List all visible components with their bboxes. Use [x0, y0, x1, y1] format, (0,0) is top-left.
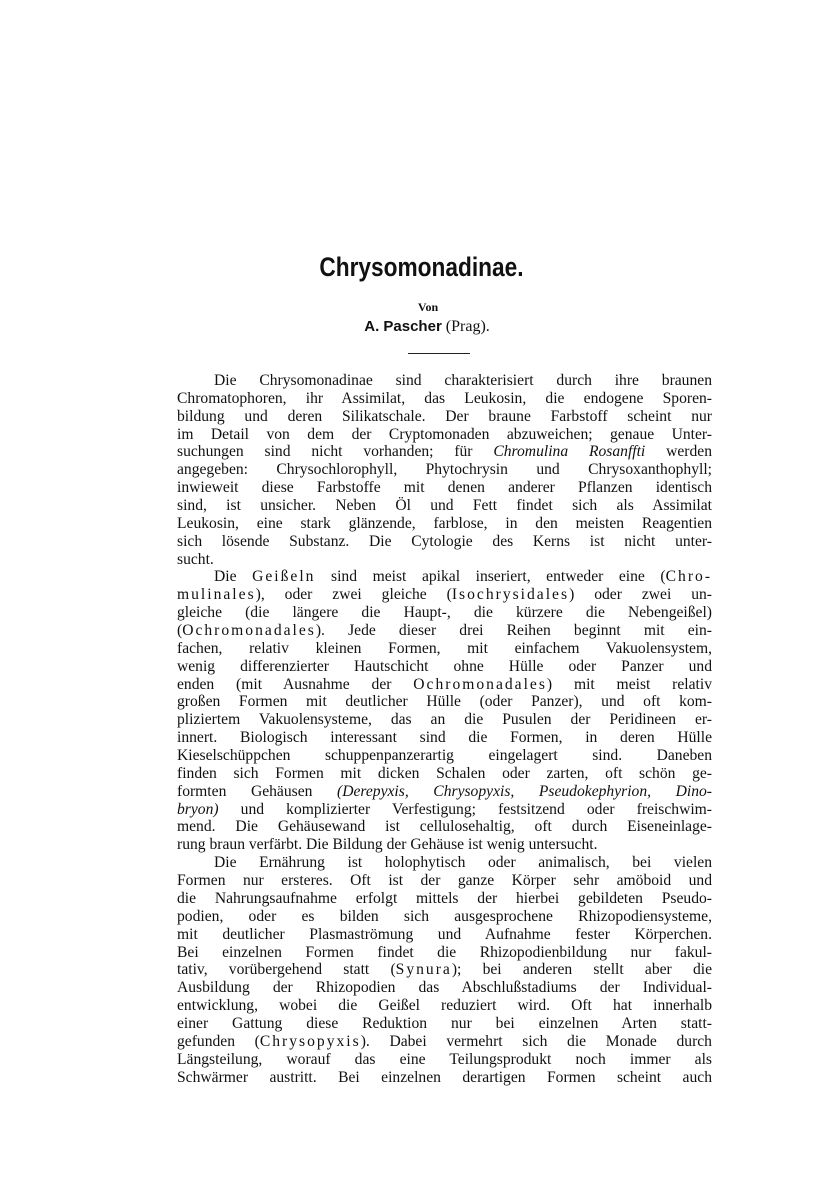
text-line [177, 479, 712, 497]
body-text [177, 372, 712, 1086]
text-run: formten Gehäusen [177, 782, 337, 800]
text-run: ) mit meist relativ [546, 675, 712, 693]
text-run: die Nahrungsaufnahme erfolgt mittels der hierbei gebildeten Pseudo- [177, 889, 712, 907]
text-run: ( [177, 622, 183, 640]
text-line [177, 372, 712, 390]
text-run: pliziertem Vakuolensysteme, das an die Pusulen der Peridineen er- [177, 711, 712, 729]
text-run: innert. Biologisch interessant sind die Formen, in deren Hülle [177, 729, 712, 747]
text-run: Die [214, 568, 253, 586]
text-run: ) oder zwei un- [569, 586, 712, 604]
text-line [177, 604, 712, 622]
text-run: sich lösende Substanz. Die Cytologie des Kerns ist nicht unter- [177, 532, 712, 550]
text-line [177, 443, 712, 461]
text-line [177, 622, 712, 640]
text-run: Längsteilung, worauf das eine Teilungsprodukt noch immer als [177, 1050, 712, 1068]
text-run: einer Gattung diese Reduktion nur bei einzelnen Arten statt- [177, 1014, 712, 1032]
text-run: Schwärmer austritt. Bei einzelnen derartigen Formen scheint auch [177, 1068, 712, 1086]
text-run: großen Formen mit deutlicher Hülle (oder Panzer), und oft kom- [177, 693, 712, 711]
italic-text: Chromulina Rosanffti [493, 443, 646, 461]
text-line [177, 854, 712, 872]
text-run: sind, ist unsicher. Neben Öl und Fett findet sich als Assimilat [177, 497, 712, 515]
text-run: Formen nur ersteres. Oft ist der ganze Körper sehr amöboid und [177, 872, 712, 890]
text-line [177, 693, 712, 711]
text-run: fachen, relativ kleinen Formen, mit einfachem Vakuolensystem, [177, 639, 712, 657]
text-line [177, 426, 712, 444]
text-run: sucht. [177, 550, 214, 568]
text-line [177, 408, 712, 426]
text-run: werden [645, 443, 712, 461]
text-line [177, 676, 712, 694]
text-line [177, 979, 712, 997]
text-line [177, 961, 712, 979]
text-run: enden (mit Ausnahme der [177, 675, 414, 693]
text-run: entwicklung, wobei die Geißel reduziert wird. Oft hat innerhalb [177, 997, 712, 1015]
text-run: rung braun verfärbt. Die Bildung der Gehäuse ist wenig untersucht. [177, 836, 598, 854]
text-line [177, 515, 712, 533]
text-line [177, 783, 712, 801]
text-run: gefunden ( [177, 1032, 260, 1050]
text-run: mit deutlicher Plasmaströmung und Aufnahme fester Körperchen. [177, 925, 712, 943]
text-run: im Detail von dem der Cryptomonaden abzuweichen; genaue Unter- [177, 425, 712, 443]
page-title: Chrysomonadinae. [319, 252, 524, 282]
text-line [177, 390, 712, 408]
text-line [177, 836, 712, 854]
text-run: Ausbildung der Rhizopodien das Abschlußstadiums der Individual- [177, 979, 712, 997]
text-line [177, 586, 712, 604]
text-run: Bei einzelnen Formen findet die Rhizopodienbildung nur fakul- [177, 943, 712, 961]
text-line [177, 1069, 712, 1087]
text-line [177, 1015, 712, 1033]
text-run: Kieselschüppchen schuppenpanzerartig eingelagert sind. Daneben [177, 747, 712, 765]
author-name: A. Pascher [364, 318, 442, 335]
text-line [177, 711, 712, 729]
text-run: und komplizierter Verfestigung; festsitzend oder freischwim- [218, 800, 712, 818]
byline-von: Von [417, 300, 439, 314]
text-line [177, 801, 712, 819]
text-run: suchungen sind nicht vorhanden; für [177, 443, 494, 461]
text-line [177, 908, 712, 926]
spaced-text: Geißeln [252, 568, 316, 586]
text-line [177, 926, 712, 944]
text-line [177, 997, 712, 1015]
spaced-text: Ochromonadales [182, 622, 316, 640]
text-line [177, 872, 712, 890]
text-line [177, 944, 712, 962]
text-line [177, 640, 712, 658]
spaced-text: Isochrysidales [451, 586, 570, 604]
text-line [177, 658, 712, 676]
italic-text: (Derepyxis, Chrysopyxis, Pseudokephyrion, Dino- [337, 782, 712, 800]
text-line [177, 533, 712, 551]
text-line [177, 729, 712, 747]
spaced-text: Chrysopyxis [259, 1032, 361, 1050]
text-line [177, 818, 712, 836]
text-line [177, 1033, 712, 1051]
text-run: gleiche (die längere die Haupt-, die kürzere die Nebengeißel) [177, 604, 712, 622]
author-place: (Prag). [445, 318, 490, 335]
text-run: Die Chrysomonadinae sind charakterisiert durch ihre braunen [214, 372, 712, 389]
text-run: Die Ernährung ist holophytisch oder animalisch, bei vielen [214, 854, 712, 872]
text-run: bildung und deren Silikatschale. Der braune Farbstoff scheint nur [177, 407, 712, 425]
text-run: podien, oder es bilden sich ausgesprochene Rhizopodiensysteme, [177, 907, 712, 925]
spaced-text: Chro- [665, 568, 712, 586]
text-run: sind meist apikal inseriert, entweder eine ( [315, 568, 666, 586]
text-line [177, 461, 712, 479]
text-line [177, 765, 712, 783]
text-line [177, 551, 712, 569]
author-line [0, 318, 840, 336]
text-run: tativ, vorübergehend statt ( [177, 961, 396, 979]
spaced-text: mulinales [177, 586, 256, 604]
text-run: Chromatophoren, ihr Assimilat, das Leukosin, die endogene Sporen- [177, 389, 712, 407]
text-run: inwieweit diese Farbstoffe mit denen anderer Pflanzen identisch [177, 479, 712, 497]
text-run: ), oder zwei gleiche ( [255, 586, 452, 604]
text-run: mend. Die Gehäusewand ist cellulosehaltig, oft durch Eiseneinlage- [177, 818, 712, 836]
text-run: ). Jede dieser drei Reihen beginnt mit ein- [315, 622, 712, 640]
text-run: wenig differenzierter Hautschicht ohne Hülle oder Panzer und [177, 657, 712, 675]
text-run: finden sich Formen mit dicken Schalen oder zarten, oft schön ge- [177, 764, 712, 782]
spaced-text: Synura [395, 961, 452, 979]
text-run: angegeben: Chrysochlorophyll, Phytochrysin und Chrysoxanthophyll; [177, 461, 712, 479]
text-run: ). Dabei vermehrt sich die Monade durch [360, 1032, 712, 1050]
text-line [177, 890, 712, 908]
text-line [177, 747, 712, 765]
spaced-text: Ochromonadales [413, 675, 547, 693]
title-divider [408, 353, 470, 354]
text-line [177, 568, 712, 586]
text-line [177, 497, 712, 515]
text-run: ); bei anderen stellt aber die [451, 961, 712, 979]
text-line [177, 1051, 712, 1069]
italic-text: bryon) [177, 800, 219, 818]
text-run: Leukosin, eine stark glänzende, farblose, in den meisten Reagentien [177, 514, 712, 532]
